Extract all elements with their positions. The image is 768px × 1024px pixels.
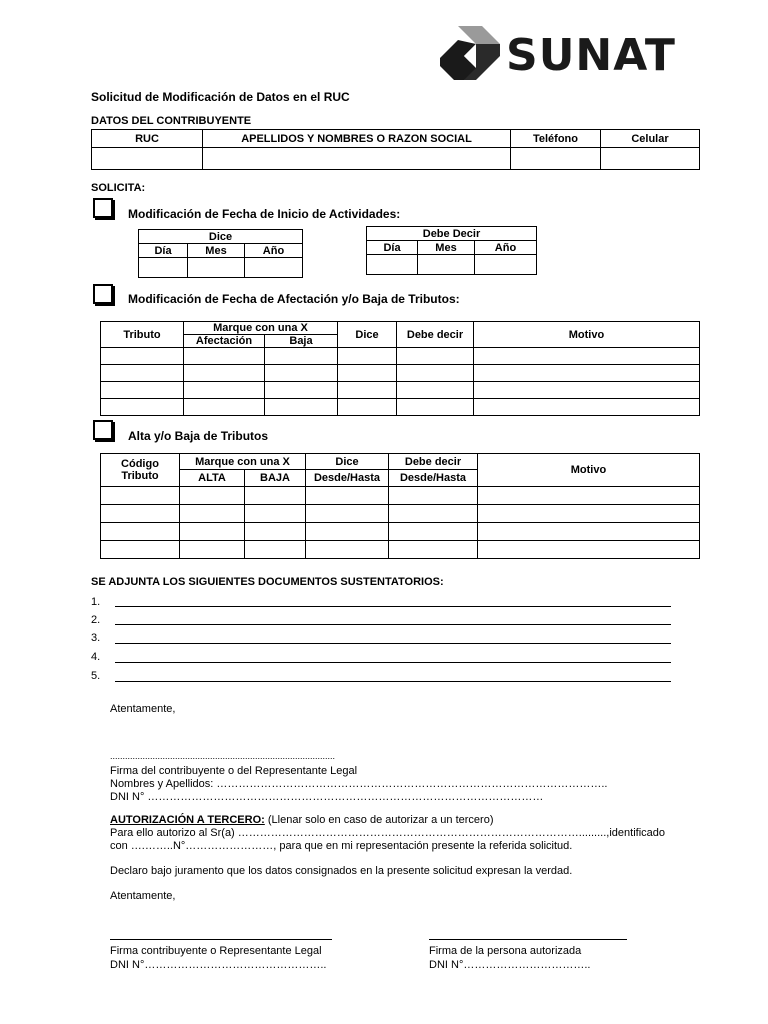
s2-afectacion: Afectación [184,335,265,348]
signature-line-left[interactable] [110,939,332,940]
table-cell[interactable] [184,382,265,399]
s3-dice: Dice [306,454,389,470]
s3-motivo: Motivo [478,454,700,487]
col-name: APELLIDOS Y NOMBRES O RAZON SOCIAL [203,130,511,148]
declaration-text: Declaro bajo juramento que los datos consignados en la presente solicitud expresan la verdad. [110,865,573,877]
signature-right-label: Firma de la persona autorizada [429,945,582,957]
table-cell[interactable] [478,487,700,505]
table-cell[interactable] [306,487,389,505]
dice-mes-field[interactable] [188,258,245,278]
table-cell[interactable] [478,505,700,523]
table-cell[interactable] [306,505,389,523]
table-cell[interactable] [180,505,245,523]
debe-header: Debe Decir [367,227,537,241]
s2-dice: Dice [338,322,397,348]
table-cell[interactable] [389,541,478,559]
closing-2: Atentamente, [110,890,176,902]
table-cell[interactable] [245,541,306,559]
table-cell[interactable] [265,348,338,365]
table-cell[interactable] [101,365,184,382]
authorization-note: (Llenar solo en caso de autorizar a un tercero) [264,814,494,826]
sunat-logo-mark-icon [436,22,506,92]
doc-number: 1. [91,596,101,608]
dice-mes: Mes [188,244,245,258]
dice-ano: Año [245,244,303,258]
closing-1: Atentamente, [110,703,176,715]
table-cell[interactable] [265,365,338,382]
sunat-logo-text: SUNAT [506,30,676,81]
inicio-dice-table [138,229,303,278]
s2-debe: Debe decir [397,322,474,348]
doc-line-4[interactable] [115,662,671,663]
table-cell[interactable] [180,541,245,559]
dice-dia-field[interactable] [139,258,188,278]
section1-title: Modificación de Fecha de Inicio de Actividades: [128,207,401,221]
page-title: Solicitud de Modificación de Datos en el RUC [91,90,350,104]
table-cell[interactable] [101,505,180,523]
authorization-title: AUTORIZACIÓN A TERCERO: [110,814,265,826]
debe-dia-field[interactable] [367,255,418,275]
table-cell[interactable] [338,399,397,416]
table-cell[interactable] [397,399,474,416]
table-cell[interactable] [184,399,265,416]
checkbox-inicio-actividades[interactable] [93,198,113,218]
dice-dia: Día [139,244,188,258]
table-cell[interactable] [180,523,245,541]
table-cell[interactable] [474,399,700,416]
table-cell[interactable] [397,348,474,365]
phone-field[interactable] [511,148,601,170]
table-cell[interactable] [397,365,474,382]
col-cell: Celular [601,130,700,148]
doc-number: 5. [91,670,101,682]
inicio-debe-table [366,226,537,275]
alta-baja-table [100,453,700,559]
table-cell[interactable] [101,523,180,541]
section3-title: Alta y/o Baja de Tributos [128,429,269,443]
s3-debe-desde-hasta: Desde/Hasta [389,470,478,487]
table-cell[interactable] [389,505,478,523]
section2-title: Modificación de Fecha de Afectación y/o Baja de Tributos: [128,292,460,306]
debe-ano-field[interactable] [475,255,537,275]
table-cell[interactable] [101,382,184,399]
table-cell[interactable] [184,348,265,365]
table-cell[interactable] [265,382,338,399]
checkbox-alta-baja[interactable] [93,420,113,440]
signature-left-dni[interactable]: DNI N°………………………………………….. [110,959,327,971]
table-cell[interactable] [306,541,389,559]
table-cell[interactable] [180,487,245,505]
table-cell[interactable] [338,382,397,399]
signature-right-dni[interactable]: DNI N°…………………………….. [429,959,591,971]
debe-dia: Día [367,241,418,255]
col-phone: Teléfono [511,130,601,148]
s3-codigo: Código Tributo [101,454,180,487]
table-cell[interactable] [389,487,478,505]
table-cell[interactable] [389,523,478,541]
doc-line-5[interactable] [115,681,671,682]
s3-marque: Marque con una X [180,454,306,470]
debe-mes-field[interactable] [418,255,475,275]
sunat-logo [436,22,706,94]
table-cell[interactable] [474,348,700,365]
documents-heading: SE ADJUNTA LOS SIGUIENTES DOCUMENTOS SUSTENTATORIOS: [91,576,444,588]
taxpayer-heading: DATOS DEL CONTRIBUYENTE [91,115,252,127]
table-cell[interactable] [397,382,474,399]
checkbox-afectacion-baja[interactable] [93,284,113,304]
table-cell[interactable] [101,487,180,505]
signature-dots[interactable]: .......................................................................................... [110,751,336,761]
s2-motivo: Motivo [474,322,700,348]
s3-dice-desde-hasta: Desde/Hasta [306,470,389,487]
signature-label: Firma del contribuyente o del Representante Legal [110,765,358,777]
dni-field[interactable]: DNI N° ……………………………………………………………………………………………… [110,791,544,803]
signature-left-label: Firma contribuyente o Representante Legal [110,945,322,957]
doc-line-2[interactable] [115,624,671,625]
doc-number: 3. [91,632,101,644]
table-cell[interactable] [478,541,700,559]
dice-header: Dice [139,230,303,244]
authorization-line-2[interactable]: con ….……..N°……………………, para que en mi representación presente la referida solicitud. [110,840,573,852]
table-cell[interactable] [101,348,184,365]
solicita-label: SOLICITA: [91,182,146,194]
ruc-field[interactable] [92,148,203,170]
cell-field[interactable] [601,148,700,170]
s2-tributo: Tributo [101,322,184,348]
table-cell[interactable] [306,523,389,541]
doc-number: 4. [91,651,101,663]
afectacion-table [100,321,700,416]
signature-line-right[interactable] [429,939,627,940]
table-cell[interactable] [265,399,338,416]
dice-ano-field[interactable] [245,258,303,278]
authorization-header [110,814,494,826]
s2-marque: Marque con una X [184,322,338,335]
s3-debe: Debe decir [389,454,478,470]
table-cell[interactable] [474,365,700,382]
doc-line-1[interactable] [115,606,671,607]
table-cell[interactable] [338,348,397,365]
table-cell[interactable] [474,382,700,399]
s3-alta: ALTA [180,470,245,487]
debe-mes: Mes [418,241,475,255]
table-cell[interactable] [478,523,700,541]
s2-baja: Baja [265,335,338,348]
doc-line-3[interactable] [115,643,671,644]
name-field[interactable] [203,148,511,170]
names-field[interactable]: Nombres y Apellidos: …………………………………………………………………………………………….. [110,778,608,790]
table-cell[interactable] [101,541,180,559]
table-cell[interactable] [184,365,265,382]
table-cell[interactable] [245,505,306,523]
table-cell[interactable] [245,523,306,541]
table-cell[interactable] [101,399,184,416]
table-cell[interactable] [338,365,397,382]
col-ruc: RUC [92,130,203,148]
taxpayer-table [91,129,700,170]
debe-ano: Año [475,241,537,255]
s3-baja: BAJA [245,470,306,487]
table-cell[interactable] [245,487,306,505]
authorization-line-1[interactable]: Para ello autorizo al Sr(a) ………………………………………………………………………………….........,identificado [110,827,665,839]
doc-number: 2. [91,614,101,626]
